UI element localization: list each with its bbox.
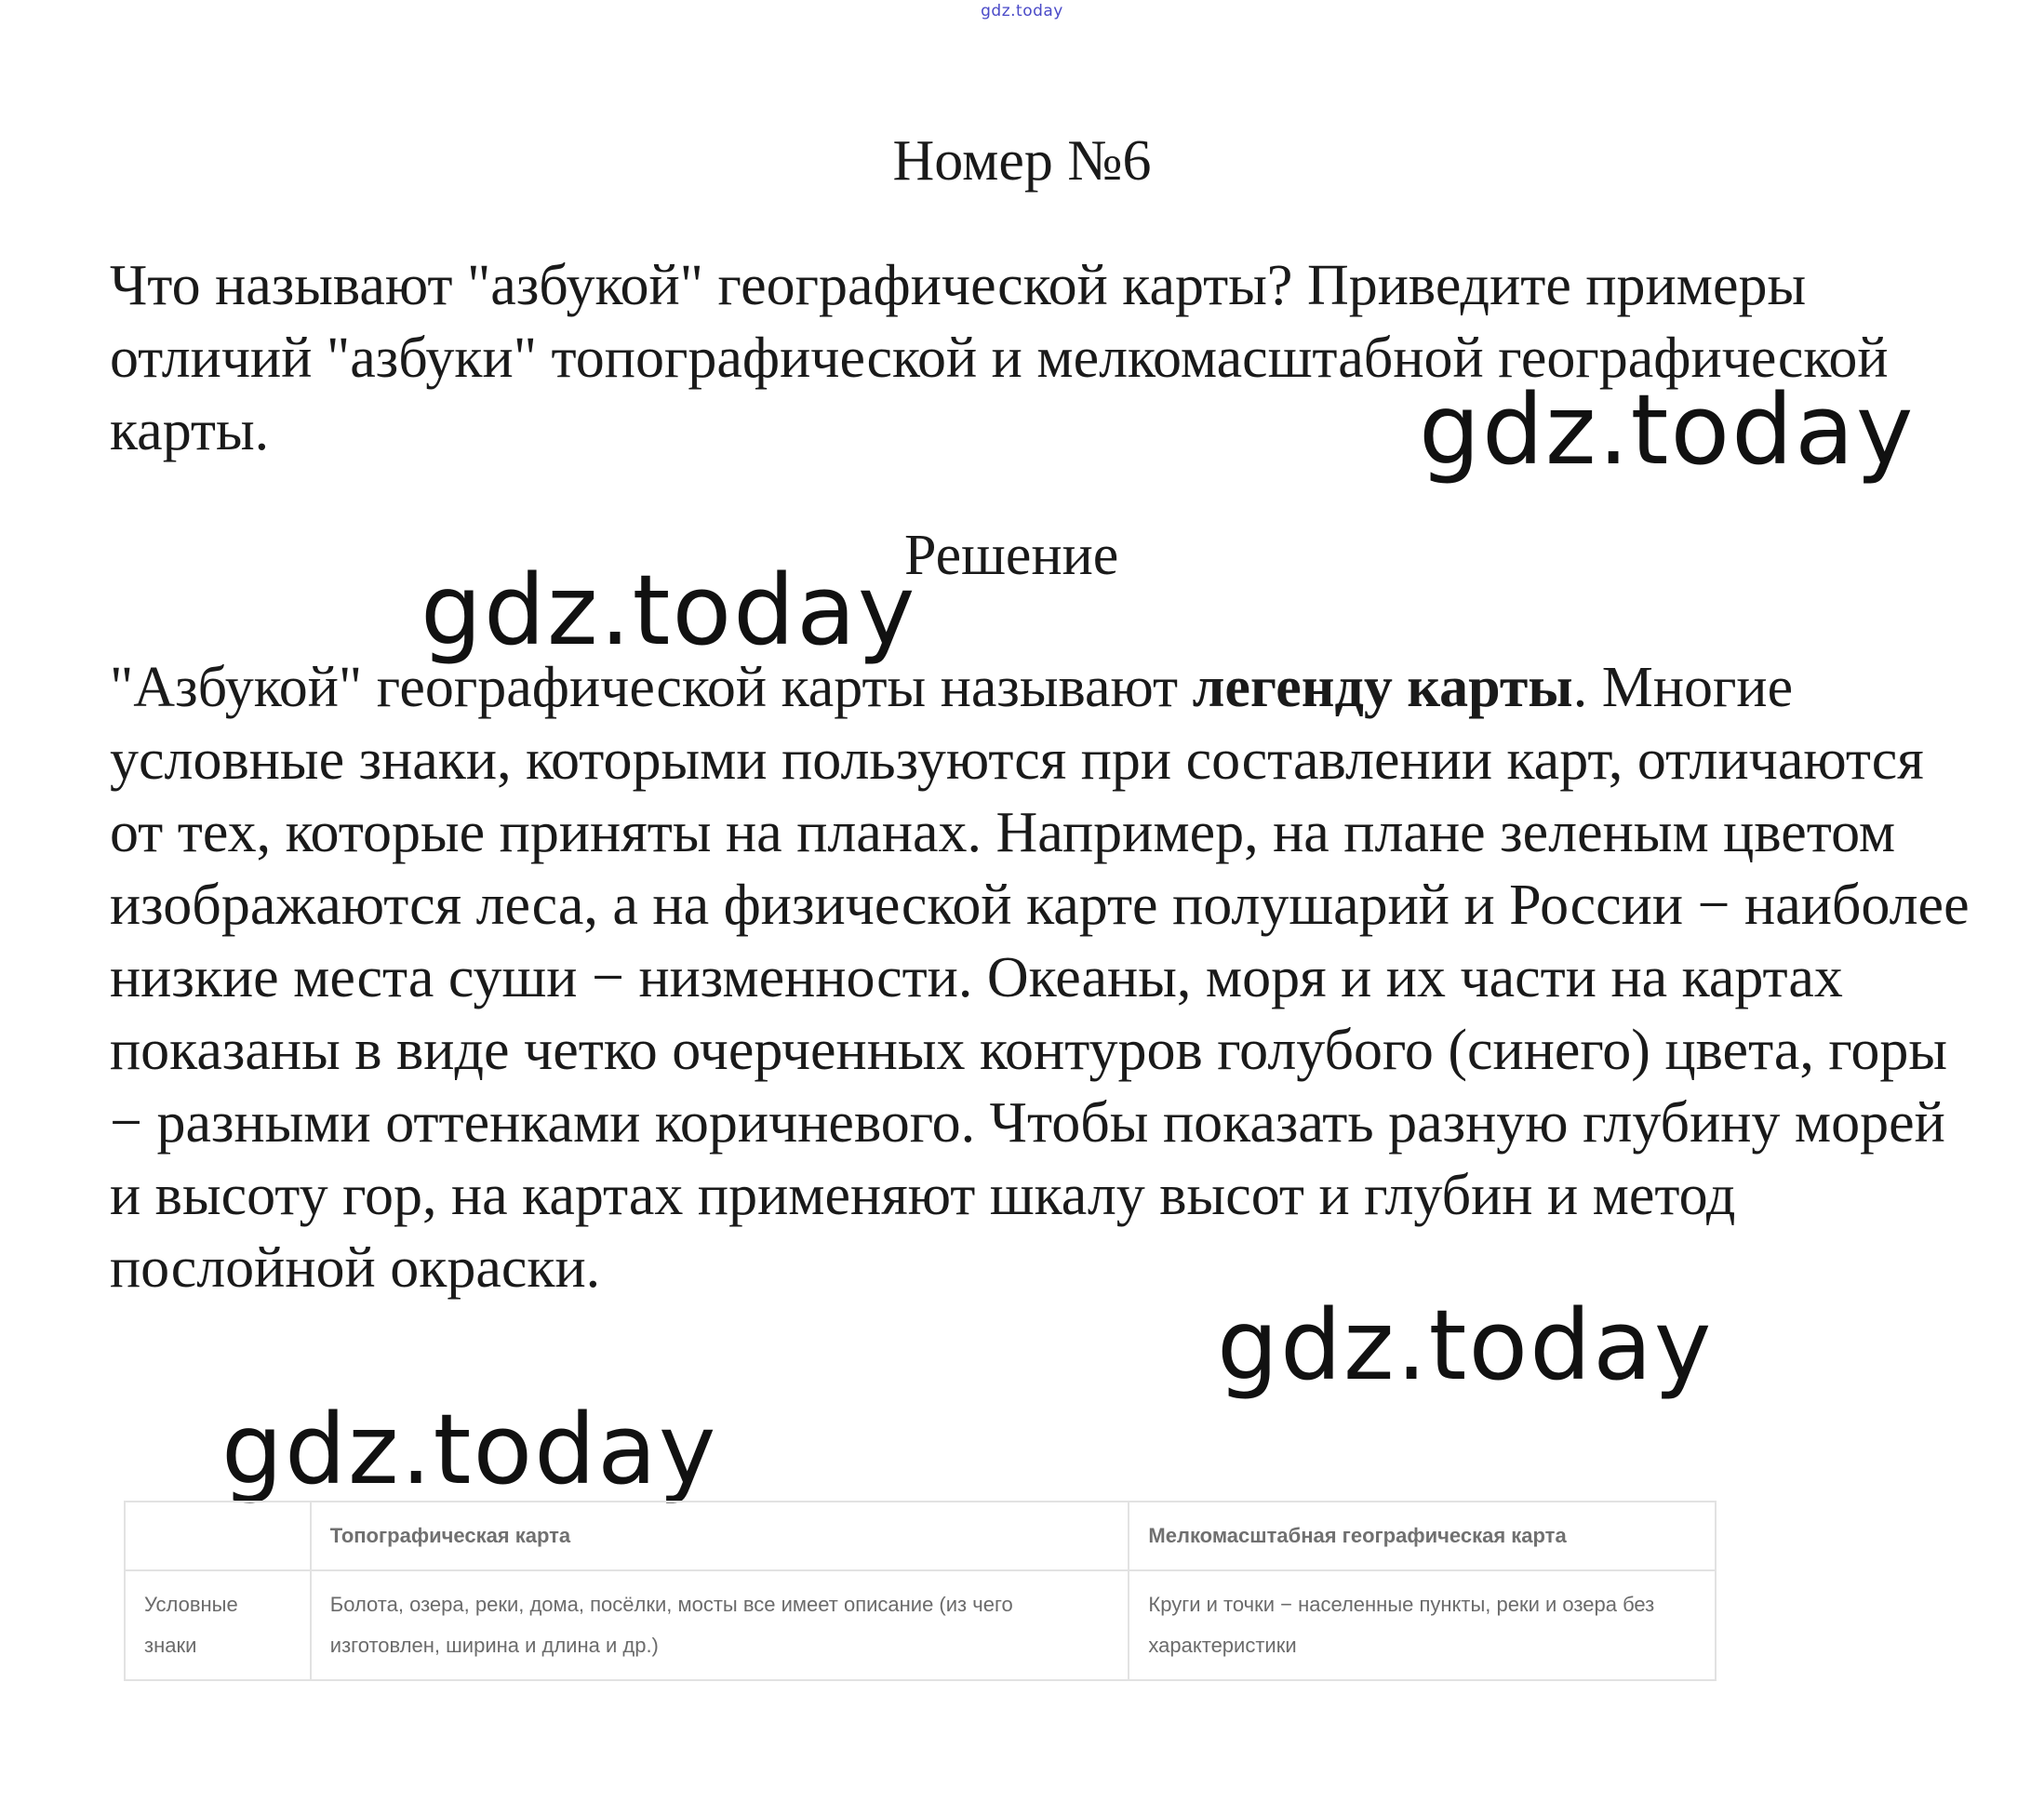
table-header-cell: Мелкомасштабная географическая карта (1129, 1502, 1716, 1570)
watermark: gdz.today (1217, 1289, 1714, 1402)
table-row (125, 1570, 1716, 1680)
comparison-table (124, 1501, 1717, 1681)
answer-text (110, 651, 1971, 1304)
answer-part-2: . Многие условные знаки, которыми пользуются при составлении карт, отличаются от тех, которые приняты на планах. Например, на плане зеленым цветом изображаются леса, а на физической карте полушарий и России − наиболее низкие места суши − низменности. Океаны, моря и их части на картах показаны в виде четко очерченных контуров голубого (синего) цвета, горы − разными оттенками коричневого. Чтобы показать разную глубину морей и высоту гор, на картах применяют шкалу высот и глубин и метод послойной окраски. (110, 656, 1970, 1300)
answer-bold-term: легенду карты (1192, 656, 1573, 719)
table-cell: Болота, озера, реки, дома, посёлки, мосты все имеет описание (из чего изготовлен, ширина и длина и др.) (311, 1570, 1129, 1680)
table-cell: Условные знаки (125, 1570, 311, 1680)
answer-part-1: "Азбукой" географической карты называют (110, 656, 1193, 719)
table-header-cell: Топографическая карта (311, 1502, 1129, 1570)
question-text: Что называют "азбукой" географической карты? Приведите примеры отличий "азбуки" топографической и мелкомасштабной географической карты. (110, 254, 1889, 462)
solution-heading: Решение (904, 524, 1119, 587)
watermark: gdz.today (221, 1393, 718, 1506)
site-mark: gdz.today (981, 2, 1063, 20)
watermark: gdz.today (421, 554, 917, 667)
table-header-cell (125, 1502, 311, 1570)
page-title-text: Номер №6 (892, 129, 1152, 193)
table-header-row (125, 1502, 1716, 1570)
page-title (0, 128, 2044, 194)
table-cell: Круги и точки − населенные пункты, реки и озера без характеристики (1129, 1570, 1716, 1680)
watermark: gdz.today (1419, 373, 1916, 487)
